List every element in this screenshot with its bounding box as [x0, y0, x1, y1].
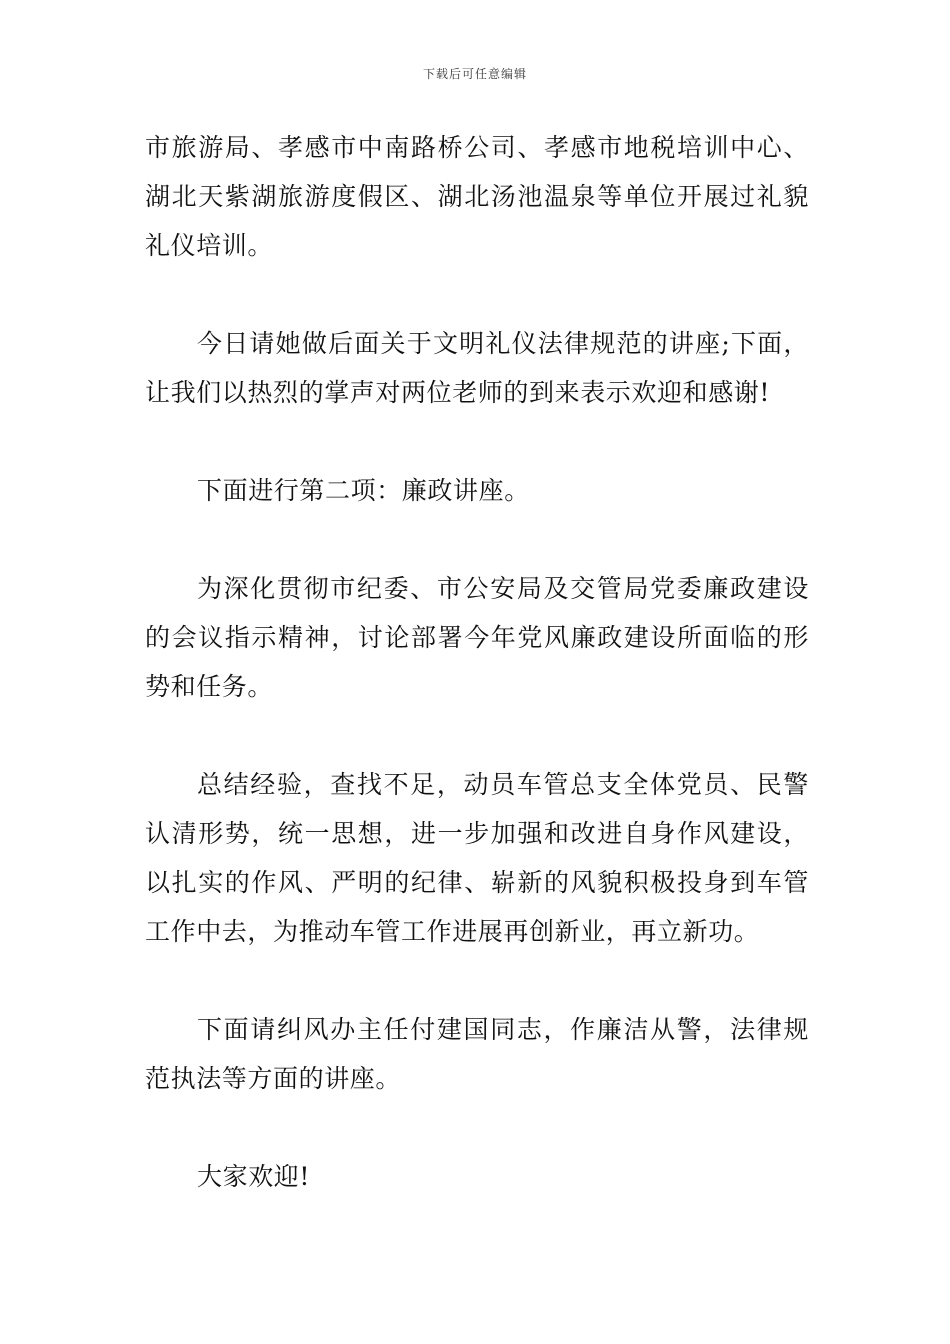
paragraph-gap — [145, 1103, 809, 1152]
paragraph-gap — [145, 417, 809, 466]
paragraph-6: 下面请纠风办主任付建国同志，作廉洁从警，法律规范执法等方面的讲座。 — [145, 1015, 809, 1093]
paragraph-7: 大家欢迎! — [197, 1162, 311, 1191]
paragraph-gap — [145, 956, 809, 1005]
paragraph-5: 总结经验，查找不足，动员车管总支全体党员、民警认清形势，统一思想，进一步加强和改进自身作风建设，以扎实的作风、严明的纪律、崭新的风貌积极投身到车管工作中去，为推动车管工作进展再创新业，再立新功。 — [145, 770, 809, 946]
paragraph-2: 今日请她做后面关于文明礼仪法律规范的讲座;下面，让我们以热烈的掌声对两位老师的到来表示欢迎和感谢! — [145, 329, 809, 407]
page-header: 下载后可任意编辑 — [422, 67, 527, 81]
paragraph-1: 市旅游局、孝感市中南路桥公司、孝感市地税培训中心、湖北天紫湖旅游度假区、湖北汤池温泉等单位开展过礼貌礼仪培训。 — [145, 133, 809, 260]
paragraph-4: 为深化贯彻市纪委、市公安局及交管局党委廉政建设的会议指示精神，讨论部署今年党风廉政建设所面临的形势和任务。 — [145, 574, 809, 701]
paragraph-gap — [145, 711, 809, 760]
paragraph-gap — [145, 515, 809, 564]
paragraph-3: 下面进行第二项：廉政讲座。 — [197, 476, 530, 505]
document-body — [145, 123, 809, 1201]
paragraph-gap — [145, 270, 809, 319]
